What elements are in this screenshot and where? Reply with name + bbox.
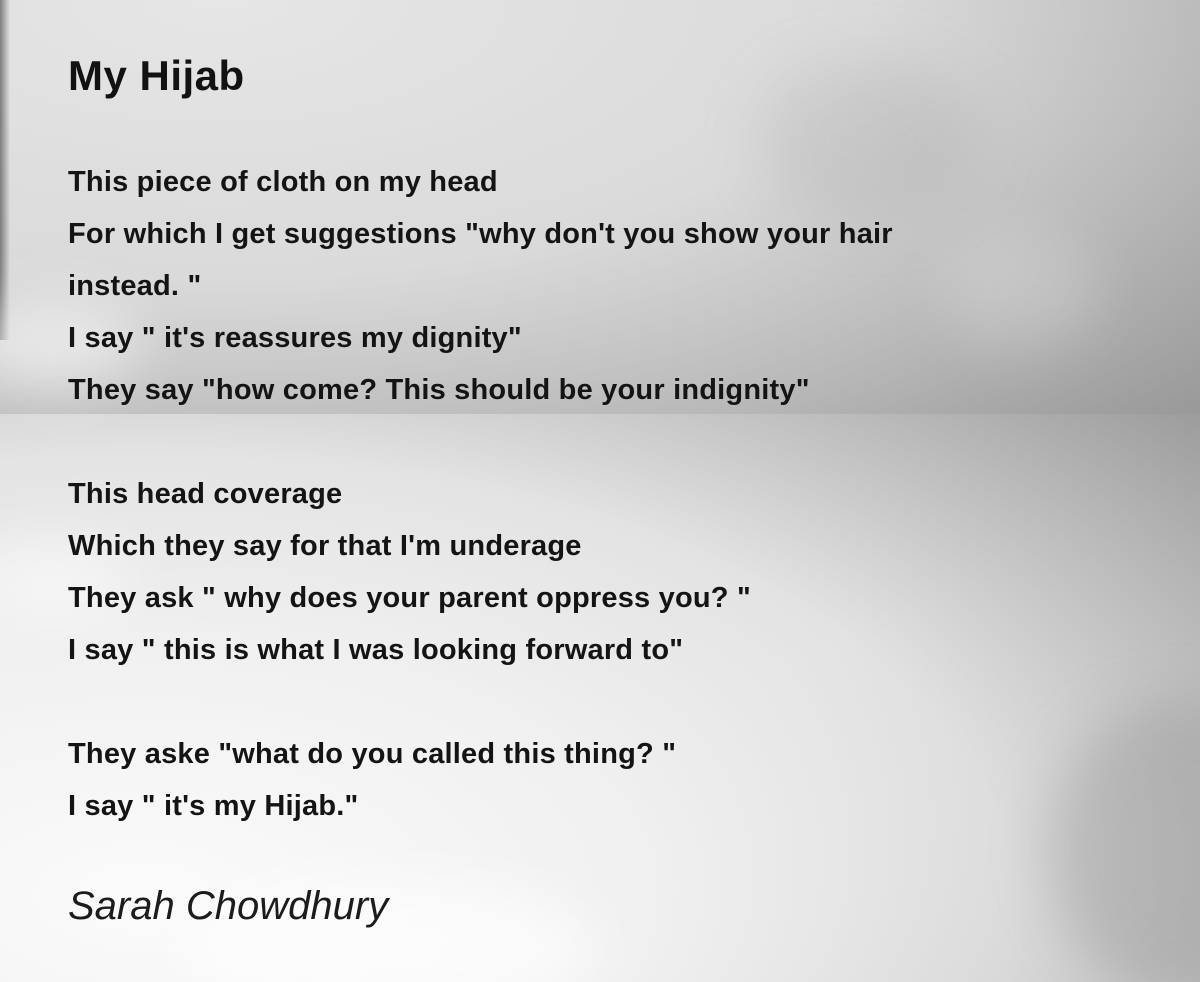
poem-line: They say "how come? This should be your indignity" — [68, 374, 810, 406]
poem-title: My Hijab — [68, 52, 245, 99]
poem-author: Sarah Chowdhury — [68, 884, 389, 928]
poem-line: Which they say for that I'm underage — [68, 530, 582, 562]
poem-line: They aske "what do you called this thing? " — [68, 738, 677, 770]
poem-line: I say " it's my Hijab." — [68, 790, 359, 822]
poem-line: I say " this is what I was looking forward to" — [68, 634, 684, 666]
poem-line: This head coverage — [68, 478, 343, 510]
poem-line: They ask " why does your parent oppress you? " — [68, 582, 751, 614]
poem-line: I say " it's reassures my dignity" — [68, 322, 522, 354]
poem-line: For which I get suggestions "why don't you show your hair — [68, 218, 893, 250]
poem-stanza-3 — [68, 728, 676, 832]
poem-stanza-1 — [68, 156, 893, 416]
poem-line: This piece of cloth on my head — [68, 166, 498, 198]
poem-line: instead. " — [68, 270, 202, 302]
poem-stanza-2 — [68, 468, 751, 676]
